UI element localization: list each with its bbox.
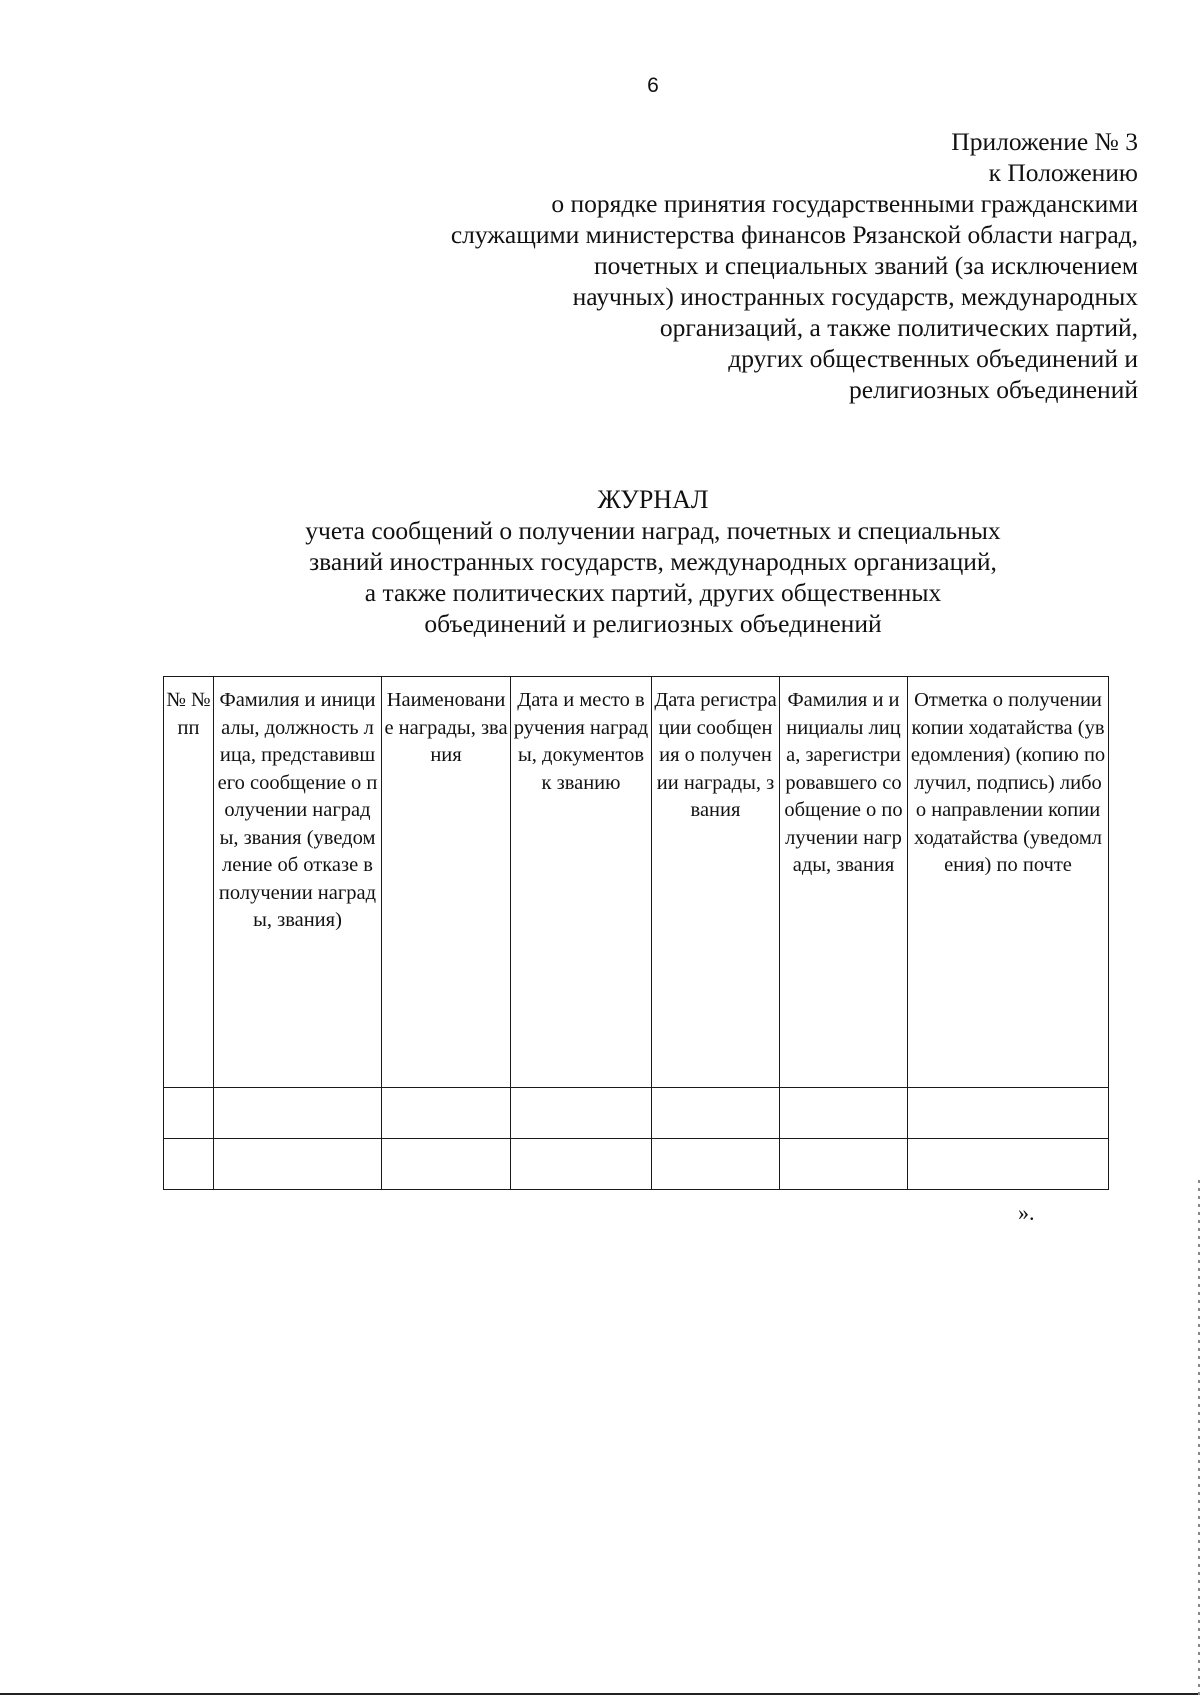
table-row (164, 1088, 1109, 1139)
journal-subtitle-line: званий иностранных государств, международных организаций, (309, 547, 997, 576)
column-header-number: № № пп (164, 677, 214, 1088)
table-cell (511, 1139, 652, 1190)
column-header-copy-mark: Отметка о получении копии ходатайства (уведомления) (копию получил, подпись) либо о направлении копии ходатайства (уведомления) по почте (908, 677, 1109, 1088)
scan-edge-line (0, 1693, 1200, 1695)
table-cell (214, 1139, 382, 1190)
appendix-line: научных) иностранных государств, международных (572, 282, 1138, 311)
column-header-award-name: Наименование награды, звания (382, 677, 511, 1088)
appendix-line: служащими министерства финансов Рязанской области наград, (450, 220, 1138, 249)
journal-subtitle-line: объединений и религиозных объединений (424, 609, 882, 638)
journal-subtitle-line: а также политических партий, других общественных (364, 578, 942, 607)
appendix-line: организаций, а также политических партий, (659, 313, 1138, 342)
column-header-reporter: Фамилия и инициалы, должность лица, представившего сообщение о получении награды, звания (уведомление об отказе в получении награды, звания) (214, 677, 382, 1088)
journal-subtitle-line: учета сообщений о получении наград, почетных и специальных (305, 516, 1001, 545)
journal-title: ЖУРНАЛ (597, 485, 709, 514)
appendix-line: Приложение № 3 (951, 127, 1138, 156)
table-cell (908, 1139, 1109, 1190)
column-header-award-date-place: Дата и место вручения награды, документов к званию (511, 677, 652, 1088)
appendix-header (318, 126, 1138, 405)
table-header-row (164, 677, 1109, 1088)
table-cell (511, 1088, 652, 1139)
column-header-registration-date: Дата регистрации сообщения о получении награды, звания (652, 677, 780, 1088)
table-cell (780, 1088, 908, 1139)
appendix-line: почетных и специальных званий (за исключением (593, 251, 1138, 280)
appendix-line: к Положению (988, 158, 1138, 187)
closing-quote-mark: ». (1018, 1200, 1035, 1225)
table-cell (652, 1088, 780, 1139)
page-number: 6 (647, 74, 659, 97)
appendix-line: других общественных объединений и (728, 344, 1138, 373)
table-cell (652, 1139, 780, 1190)
table-cell (780, 1139, 908, 1190)
column-header-registrar: Фамилия и инициалы лица, зарегистрировавшего сообщение о получении награды, звания (780, 677, 908, 1088)
table-cell (164, 1139, 214, 1190)
journal-heading (150, 484, 1156, 639)
table-cell (382, 1139, 511, 1190)
table-row (164, 1139, 1109, 1190)
appendix-line: религиозных объединений (848, 375, 1138, 404)
appendix-line: о порядке принятия государственными гражданскими (551, 189, 1138, 218)
table-cell (382, 1088, 511, 1139)
table-cell (164, 1088, 214, 1139)
register-table (163, 676, 1109, 1190)
table-cell (908, 1088, 1109, 1139)
table-cell (214, 1088, 382, 1139)
